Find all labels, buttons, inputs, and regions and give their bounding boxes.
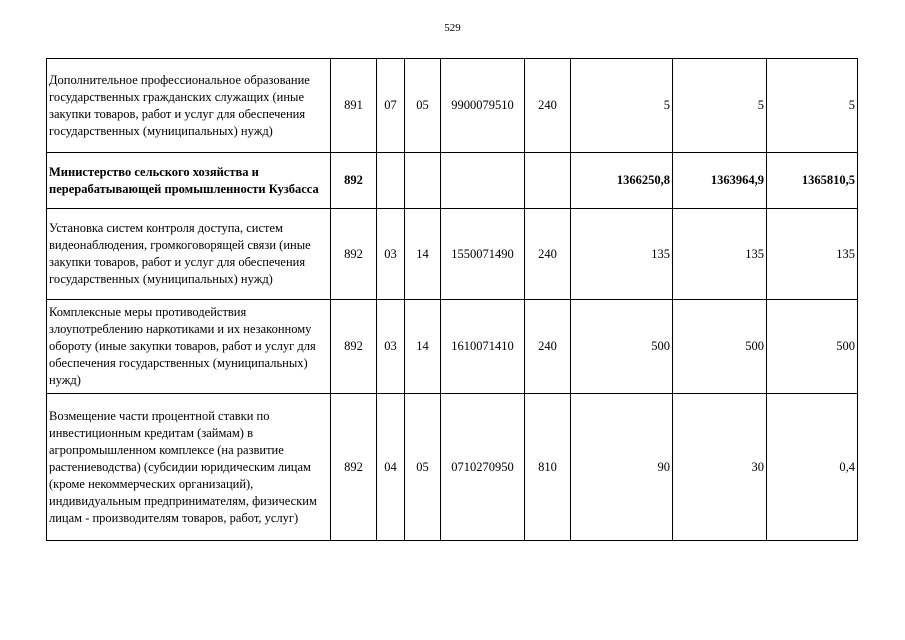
cell-amount-year-2: 500: [673, 300, 767, 394]
cell-amount-year-2: 1363964,9: [673, 153, 767, 209]
cell-amount-year-1: 5: [571, 59, 673, 153]
cell-target-article: 0710270950: [441, 394, 525, 541]
cell-name: Комплексные меры противодействия злоупотреблению наркотиками и их незаконному обороту (иные закупки товаров, работ и услуг для обеспечения государственных (муниципальных) нужд): [47, 300, 331, 394]
cell-target-article: [441, 153, 525, 209]
table-row: [47, 153, 858, 209]
cell-expense-type: 240: [525, 300, 571, 394]
cell-target-article: 1610071410: [441, 300, 525, 394]
page-number: 529: [444, 22, 461, 34]
cell-amount-year-1: 500: [571, 300, 673, 394]
cell-expense-type: 810: [525, 394, 571, 541]
cell-name: Установка систем контроля доступа, систем видеонаблюдения, громкоговорящей связи (иные закупки товаров, работ и услуг для обеспечения государственных (муниципальных) нужд): [47, 209, 331, 300]
cell-ministry-code: 892: [331, 209, 377, 300]
cell-expense-type: [525, 153, 571, 209]
cell-name: Возмещение части процентной ставки по инвестиционным кредитам (займам) в агропромышленном комплексе (на развитие растениеводства) (субсидии юридическим лицам (кроме некоммерческих организаций), индивидуальным предпринимателям, физическим лицам - производителям товаров, работ, услуг): [47, 394, 331, 541]
table-body: [47, 59, 858, 541]
cell-amount-year-2: 5: [673, 59, 767, 153]
table-row: [47, 209, 858, 300]
cell-expense-type: 240: [525, 59, 571, 153]
cell-section-code: 07: [377, 59, 405, 153]
budget-table: [46, 58, 858, 541]
cell-amount-year-2: 135: [673, 209, 767, 300]
cell-amount-year-3: 135: [767, 209, 858, 300]
cell-section-code: 04: [377, 394, 405, 541]
cell-target-article: 9900079510: [441, 59, 525, 153]
cell-subsection-code: [405, 153, 441, 209]
cell-expense-type: 240: [525, 209, 571, 300]
cell-name: Дополнительное профессиональное образование государственных гражданских служащих (иные закупки товаров, работ и услуг для обеспечения государственных (муниципальных) нужд): [47, 59, 331, 153]
cell-section-code: 03: [377, 300, 405, 394]
cell-ministry-code: 892: [331, 394, 377, 541]
cell-section-code: [377, 153, 405, 209]
cell-amount-year-3: 500: [767, 300, 858, 394]
cell-ministry-code: 892: [331, 153, 377, 209]
cell-subsection-code: 14: [405, 300, 441, 394]
cell-name: Министерство сельского хозяйства и перерабатывающей промышленности Кузбасса: [47, 153, 331, 209]
cell-amount-year-2: 30: [673, 394, 767, 541]
cell-subsection-code: 14: [405, 209, 441, 300]
cell-amount-year-3: 0,4: [767, 394, 858, 541]
cell-amount-year-3: 5: [767, 59, 858, 153]
cell-ministry-code: 892: [331, 300, 377, 394]
cell-amount-year-1: 90: [571, 394, 673, 541]
cell-subsection-code: 05: [405, 394, 441, 541]
cell-amount-year-1: 135: [571, 209, 673, 300]
table-row: [47, 59, 858, 153]
cell-target-article: 1550071490: [441, 209, 525, 300]
cell-amount-year-1: 1366250,8: [571, 153, 673, 209]
cell-subsection-code: 05: [405, 59, 441, 153]
table-row: [47, 394, 858, 541]
cell-ministry-code: 891: [331, 59, 377, 153]
cell-section-code: 03: [377, 209, 405, 300]
table-row: [47, 300, 858, 394]
cell-amount-year-3: 1365810,5: [767, 153, 858, 209]
